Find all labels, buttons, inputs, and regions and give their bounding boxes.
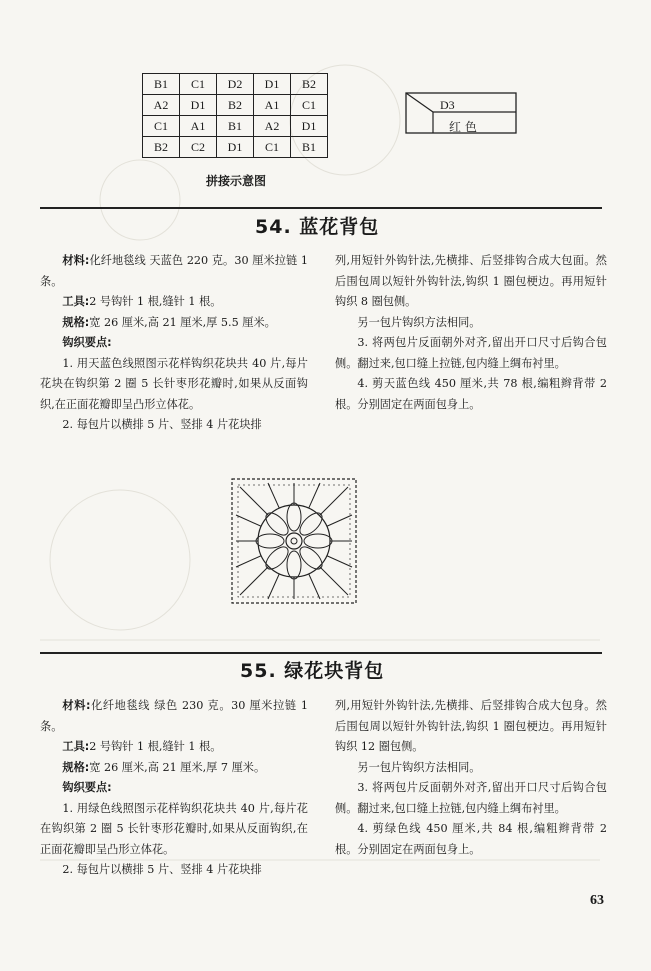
grid-cell: D1: [291, 116, 328, 137]
grid-cell: D1: [180, 95, 217, 116]
paragraph: [40, 333, 308, 354]
paragraph: [40, 737, 308, 758]
grid-cell: D2: [217, 74, 254, 95]
grid-cell: A2: [143, 95, 180, 116]
field-text: 1. 用绿色线照图示花样钩织花块共 40 片,每片花在钩织第 2 圈 5 长针枣形花瓣时,如果从反面钩织,在正面花瓣即呈凸形立体花。: [40, 801, 308, 856]
grid-cell: A1: [180, 116, 217, 137]
paragraph: [40, 354, 308, 416]
paragraph: 列,用短针外钩针法,先横排、后竖排钩合成大包面。然后围包周以短针外钩针法,钩织 1 圈包梗边。再用短针钩织 8 圈包侧。: [335, 254, 607, 308]
grid-cell: C1: [291, 95, 328, 116]
crochet-motif-diagram: [228, 475, 360, 607]
field-key: 工具:: [62, 740, 90, 753]
paragraph: 另一包片钩织方法相同。: [357, 760, 481, 774]
paragraph: 另一包片钩织方法相同。: [357, 315, 481, 329]
field-text: 宽 26 厘米,高 21 厘米,厚 7 厘米。: [89, 760, 266, 774]
field-text: 2 号钩针 1 根,缝针 1 根。: [89, 295, 222, 308]
grid-cell: C1: [143, 116, 180, 137]
field-key: 钩织要点:: [62, 781, 112, 794]
paragraph: [40, 799, 308, 861]
field-text: 2. 每包片以横排 5 片、竖排 4 片花块排: [62, 863, 262, 876]
assembly-grid: [142, 73, 328, 158]
section-55-left-column: [40, 696, 308, 881]
paragraph: [40, 415, 308, 436]
paragraph: [40, 778, 308, 799]
grid-caption: 拼接示意图: [206, 174, 267, 188]
grid-cell: B2: [143, 137, 180, 158]
field-text: 1. 用天蓝色线照图示花样钩织花块共 40 片,每片花块在钩织第 2 圈 5 长针枣形花瓣时,如果从反面钩织,在正面花瓣即呈凸形立体花。: [40, 356, 308, 411]
paragraph: 列,用短针外钩针法,先横排、后竖排钩合成大包身。然后围包周以短针外钩针法,钩织 1 圈包梗边。再用短针钩织 12 圈包侧。: [335, 699, 607, 753]
field-key: 规格:: [62, 760, 90, 774]
paragraph: 4. 剪绿色线 450 厘米,共 84 根,编粗辫背带 2 根。分别固定在两面包身上。: [335, 822, 607, 856]
grid-cell: B1: [217, 116, 254, 137]
field-text: 2 号钩针 1 根,缝针 1 根。: [89, 740, 222, 753]
grid-cell: C1: [254, 137, 291, 158]
grid-cell: B2: [291, 74, 328, 95]
paragraph: [40, 758, 308, 779]
grid-cell: A2: [254, 116, 291, 137]
paragraph: 3. 将两包片反面朝外对齐,留出开口尺寸后钩合包侧。翻过来,包口缝上拉链,包内缝上绸布衬里。: [335, 336, 607, 370]
field-text: 宽 26 厘米,高 21 厘米,厚 5.5 厘米。: [89, 315, 276, 329]
grid-cell: D1: [254, 74, 291, 95]
paragraph: [40, 313, 308, 334]
field-key: 材料:: [62, 699, 91, 712]
grid-row: [143, 74, 328, 95]
paragraph: [40, 696, 308, 737]
field-key: 规格:: [62, 315, 90, 329]
section-55-title: 55. 绿花块背包: [240, 660, 385, 682]
grid-cell: A1: [254, 95, 291, 116]
section-55-rule: [40, 652, 602, 654]
grid-cell: C2: [180, 137, 217, 158]
paragraph: [40, 860, 308, 881]
field-text: 化纤地毯线 天蓝色 220 克。30 厘米拉链 1 条。: [40, 254, 308, 288]
grid-row: [143, 116, 328, 137]
section-54-rule: [40, 207, 602, 209]
legend-color-label: 红 色: [449, 120, 477, 134]
grid-row: [143, 137, 328, 158]
grid-cell: B1: [291, 137, 328, 158]
section-54-left-column: [40, 251, 308, 436]
paragraph: [40, 292, 308, 313]
paragraph: 4. 剪天蓝色线 450 厘米,共 78 根,编粗辫背带 2 根。分别固定在两面包身上。: [335, 377, 607, 411]
field-text: 化纤地毯线 绿色 230 克。30 厘米拉链 1 条。: [40, 699, 308, 733]
paragraph: [40, 251, 308, 292]
section-55-right-column: [335, 696, 607, 860]
grid-cell: C1: [180, 74, 217, 95]
legend-code: D3: [440, 98, 455, 112]
field-key: 钩织要点:: [62, 336, 112, 349]
grid-cell: B1: [143, 74, 180, 95]
grid-cell: D1: [217, 137, 254, 158]
field-text: 2. 每包片以横排 5 片、竖排 4 片花块排: [62, 418, 262, 431]
page-number: 63: [590, 893, 604, 908]
field-key: 材料:: [62, 254, 90, 267]
grid-row: [143, 95, 328, 116]
grid-cell: B2: [217, 95, 254, 116]
section-54-right-column: [335, 251, 607, 415]
field-key: 工具:: [62, 295, 90, 308]
paragraph: 3. 将两包片反面朝外对齐,留出开口尺寸后钩合包侧。翻过来,包口缝上拉链,包内缝上绸布衬里。: [335, 781, 607, 815]
section-54-title: 54. 蓝花背包: [255, 216, 380, 238]
